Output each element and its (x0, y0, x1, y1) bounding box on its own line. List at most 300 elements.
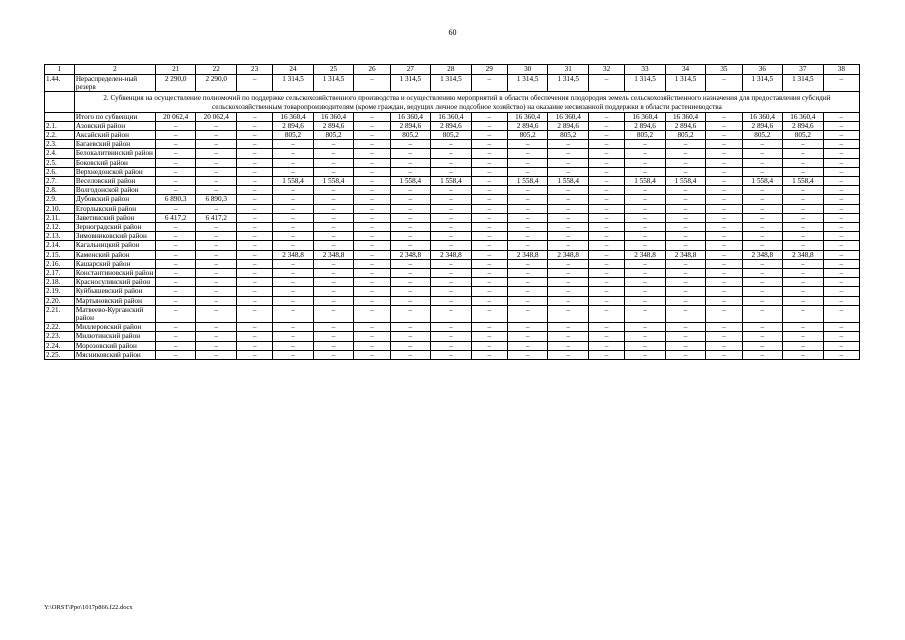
value-cell: – (706, 167, 742, 176)
value-cell: – (706, 241, 742, 250)
district-name: Нераспределен-ный резерв (74, 75, 155, 92)
value-cell: – (706, 332, 742, 341)
value-cell: – (236, 149, 272, 158)
value-cell: – (588, 305, 624, 322)
value-cell: 805,2 (742, 131, 783, 140)
value-cell: – (390, 195, 431, 204)
value-cell: – (471, 241, 507, 250)
district-name: Милютинский район (74, 332, 155, 341)
value-cell: – (431, 269, 472, 278)
value-cell: – (471, 278, 507, 287)
value-cell: – (665, 259, 706, 268)
value-cell: 805,2 (431, 131, 472, 140)
value-cell: – (783, 341, 824, 350)
table-row (45, 121, 860, 130)
district-name: Итого по субвенции (74, 112, 155, 121)
value-cell: – (823, 332, 859, 341)
value-cell: – (507, 332, 548, 341)
value-cell: – (354, 204, 390, 213)
value-cell: – (706, 223, 742, 232)
value-cell: – (196, 250, 237, 259)
value-cell: – (236, 177, 272, 186)
value-cell: – (588, 112, 624, 121)
value-cell: – (507, 259, 548, 268)
value-cell: – (625, 167, 666, 176)
value-cell: – (823, 232, 859, 241)
value-cell: – (588, 131, 624, 140)
value-cell: – (431, 241, 472, 250)
value-cell: – (823, 75, 859, 92)
value-cell: – (742, 259, 783, 268)
value-cell: – (706, 177, 742, 186)
row-number: 2.9. (45, 195, 75, 204)
value-cell: – (665, 278, 706, 287)
value-cell: – (313, 195, 354, 204)
value-cell: – (236, 158, 272, 167)
value-cell: 2 894,6 (390, 121, 431, 130)
value-cell: – (706, 296, 742, 305)
value-cell: – (236, 131, 272, 140)
column-number: 27 (390, 65, 431, 75)
value-cell: – (273, 223, 314, 232)
district-name: Миллеровский район (74, 323, 155, 332)
value-cell: 1 314,5 (507, 75, 548, 92)
value-cell: – (548, 287, 589, 296)
row-number: 2.10. (45, 204, 75, 213)
district-name: Верхнедонской район (74, 167, 155, 176)
value-cell: – (471, 332, 507, 341)
value-cell: – (313, 223, 354, 232)
column-number: 36 (742, 65, 783, 75)
value-cell: – (273, 195, 314, 204)
row-number: 2.4. (45, 149, 75, 158)
value-cell: – (823, 278, 859, 287)
value-cell: – (471, 204, 507, 213)
value-cell: – (354, 121, 390, 130)
value-cell: 2 348,8 (742, 250, 783, 259)
table-row (45, 259, 860, 268)
value-cell: – (783, 167, 824, 176)
value-cell: – (236, 195, 272, 204)
value-cell: – (354, 140, 390, 149)
value-cell: – (196, 269, 237, 278)
value-cell: – (548, 158, 589, 167)
value-cell: 20 062,4 (196, 112, 237, 121)
value-cell: – (823, 241, 859, 250)
column-number: 26 (354, 65, 390, 75)
value-cell: – (507, 305, 548, 322)
row-number: 1.44. (45, 75, 75, 92)
value-cell: – (431, 167, 472, 176)
value-cell: – (706, 232, 742, 241)
row-number: 2.5. (45, 158, 75, 167)
value-cell: – (742, 158, 783, 167)
value-cell: – (431, 341, 472, 350)
table-row (45, 269, 860, 278)
value-cell: – (273, 140, 314, 149)
value-cell: – (390, 158, 431, 167)
value-cell: – (548, 241, 589, 250)
value-cell: – (823, 140, 859, 149)
column-number: 25 (313, 65, 354, 75)
value-cell: – (783, 259, 824, 268)
value-cell: – (471, 195, 507, 204)
district-name: Боковский район (74, 158, 155, 167)
value-cell: – (155, 241, 196, 250)
row-number: 2.3. (45, 140, 75, 149)
value-cell: – (431, 149, 472, 158)
district-name: Белокалитвинский район (74, 149, 155, 158)
value-cell: – (236, 287, 272, 296)
value-cell: – (313, 341, 354, 350)
value-cell: – (507, 204, 548, 213)
value-cell: – (742, 186, 783, 195)
value-cell: – (354, 112, 390, 121)
value-cell: – (665, 204, 706, 213)
value-cell: 2 348,8 (625, 250, 666, 259)
value-cell: 2 348,8 (507, 250, 548, 259)
value-cell: – (236, 213, 272, 222)
table-row (45, 296, 860, 305)
value-cell: – (548, 332, 589, 341)
value-cell: – (471, 186, 507, 195)
row-number: 2.13. (45, 232, 75, 241)
value-cell: – (783, 241, 824, 250)
value-cell: – (354, 287, 390, 296)
district-name: Красносулинский район (74, 278, 155, 287)
value-cell: – (548, 259, 589, 268)
value-cell: – (706, 305, 742, 322)
district-name: Матвеево-Курганский район (74, 305, 155, 322)
value-cell: – (783, 269, 824, 278)
value-cell: – (196, 167, 237, 176)
value-cell: – (742, 332, 783, 341)
value-cell: – (588, 341, 624, 350)
value-cell: 16 360,4 (665, 112, 706, 121)
value-cell: – (823, 195, 859, 204)
value-cell: – (313, 232, 354, 241)
value-cell: – (625, 186, 666, 195)
value-cell: 805,2 (273, 131, 314, 140)
value-cell: 2 894,6 (548, 121, 589, 130)
row-number: 2.1. (45, 121, 75, 130)
value-cell: – (823, 158, 859, 167)
value-cell: – (783, 186, 824, 195)
value-cell: – (742, 195, 783, 204)
value-cell: – (823, 177, 859, 186)
value-cell: – (706, 341, 742, 350)
value-cell: – (783, 232, 824, 241)
value-cell: – (625, 341, 666, 350)
value-cell: – (196, 223, 237, 232)
value-cell: 16 360,4 (548, 112, 589, 121)
value-cell: – (507, 140, 548, 149)
value-cell: – (390, 223, 431, 232)
value-cell: – (823, 296, 859, 305)
value-cell: – (625, 232, 666, 241)
row-number: 2.18. (45, 278, 75, 287)
value-cell: – (236, 259, 272, 268)
value-cell: – (706, 75, 742, 92)
value-cell: 805,2 (625, 131, 666, 140)
value-cell: – (354, 177, 390, 186)
column-number-row (45, 65, 860, 75)
value-cell: – (431, 278, 472, 287)
value-cell: – (742, 323, 783, 332)
value-cell: – (236, 250, 272, 259)
value-cell: – (548, 213, 589, 222)
value-cell: – (625, 259, 666, 268)
value-cell: – (706, 195, 742, 204)
value-cell: – (471, 121, 507, 130)
value-cell: – (548, 305, 589, 322)
value-cell: – (625, 149, 666, 158)
value-cell: – (390, 213, 431, 222)
value-cell: 16 360,4 (273, 112, 314, 121)
value-cell: – (236, 241, 272, 250)
value-cell: – (196, 140, 237, 149)
value-cell: – (196, 323, 237, 332)
value-cell: – (155, 350, 196, 359)
value-cell: 805,2 (548, 131, 589, 140)
value-cell: – (354, 259, 390, 268)
row-number: 2.24. (45, 341, 75, 350)
value-cell: – (507, 213, 548, 222)
value-cell: 6 890,3 (155, 195, 196, 204)
value-cell: – (196, 177, 237, 186)
value-cell: 16 360,4 (313, 112, 354, 121)
table-row (45, 223, 860, 232)
value-cell: – (588, 186, 624, 195)
value-cell: 6 890,3 (196, 195, 237, 204)
value-cell: – (548, 223, 589, 232)
value-cell: – (390, 341, 431, 350)
value-cell: – (196, 296, 237, 305)
value-cell: – (823, 223, 859, 232)
table-row (45, 241, 860, 250)
value-cell: 805,2 (507, 131, 548, 140)
value-cell: – (783, 149, 824, 158)
value-cell: – (823, 204, 859, 213)
value-cell: – (471, 149, 507, 158)
value-cell: – (625, 278, 666, 287)
row-number: 2.7. (45, 177, 75, 186)
page-number: 60 (448, 28, 457, 37)
value-cell: – (196, 287, 237, 296)
value-cell: – (471, 341, 507, 350)
value-cell: – (507, 269, 548, 278)
value-cell: – (155, 121, 196, 130)
value-cell: – (665, 269, 706, 278)
value-cell: – (196, 121, 237, 130)
value-cell: – (742, 278, 783, 287)
row-number: 2.2. (45, 131, 75, 140)
row-number: 2.20. (45, 296, 75, 305)
district-name: Куйбышевский район (74, 287, 155, 296)
value-cell: – (313, 269, 354, 278)
value-cell: – (548, 195, 589, 204)
value-cell: – (706, 186, 742, 195)
column-number: 37 (783, 65, 824, 75)
value-cell: – (823, 305, 859, 322)
value-cell: – (742, 287, 783, 296)
value-cell: – (354, 350, 390, 359)
value-cell: 2 348,8 (390, 250, 431, 259)
value-cell: – (354, 323, 390, 332)
value-cell: – (507, 186, 548, 195)
value-cell: – (236, 223, 272, 232)
value-cell: – (625, 241, 666, 250)
value-cell: – (665, 332, 706, 341)
value-cell: – (706, 204, 742, 213)
value-cell: – (548, 186, 589, 195)
district-name: Азовский район (74, 121, 155, 130)
value-cell: – (354, 167, 390, 176)
value-cell: – (273, 149, 314, 158)
district-name: Мясниковский район (74, 350, 155, 359)
value-cell: – (706, 287, 742, 296)
value-cell: – (665, 323, 706, 332)
value-cell: – (390, 232, 431, 241)
table-row (45, 287, 860, 296)
value-cell: – (354, 269, 390, 278)
value-cell: – (390, 305, 431, 322)
value-cell: – (471, 112, 507, 121)
value-cell: 2 348,8 (783, 250, 824, 259)
value-cell: – (313, 158, 354, 167)
value-cell: – (625, 332, 666, 341)
value-cell: – (196, 232, 237, 241)
value-cell: – (783, 350, 824, 359)
district-name: Кагальницкий район (74, 241, 155, 250)
value-cell: – (313, 323, 354, 332)
value-cell: 2 894,6 (625, 121, 666, 130)
value-cell: – (783, 195, 824, 204)
column-number: 28 (431, 65, 472, 75)
value-cell: – (273, 259, 314, 268)
value-cell: – (390, 332, 431, 341)
value-cell: – (354, 332, 390, 341)
value-cell: – (155, 167, 196, 176)
value-cell: – (354, 232, 390, 241)
value-cell: 1 558,4 (625, 177, 666, 186)
value-cell: – (354, 278, 390, 287)
value-cell: – (431, 259, 472, 268)
value-cell: – (742, 223, 783, 232)
value-cell: – (665, 350, 706, 359)
district-name: Веселовский район (74, 177, 155, 186)
value-cell: – (155, 269, 196, 278)
value-cell: – (625, 204, 666, 213)
column-number: 29 (471, 65, 507, 75)
column-number: 21 (155, 65, 196, 75)
value-cell: – (706, 323, 742, 332)
value-cell: – (665, 296, 706, 305)
district-name: Егорлыкский район (74, 204, 155, 213)
value-cell: – (431, 296, 472, 305)
value-cell: 1 314,5 (548, 75, 589, 92)
value-cell: 2 894,6 (783, 121, 824, 130)
value-cell: – (588, 149, 624, 158)
value-cell: – (354, 213, 390, 222)
file-path-footer: Y:\ORST\Ppo\1017p866.f22.docx (44, 604, 133, 611)
value-cell: – (742, 167, 783, 176)
row-number: 2.12. (45, 223, 75, 232)
value-cell: – (155, 149, 196, 158)
value-cell: – (823, 167, 859, 176)
value-cell: 2 348,8 (313, 250, 354, 259)
table-row (45, 131, 860, 140)
value-cell: – (783, 287, 824, 296)
district-name: Зерноградский район (74, 223, 155, 232)
value-cell: – (548, 350, 589, 359)
value-cell: – (625, 213, 666, 222)
column-number: 35 (706, 65, 742, 75)
district-name: Морозовский район (74, 341, 155, 350)
section-title-row (45, 92, 860, 112)
value-cell: – (155, 323, 196, 332)
value-cell: 1 314,5 (625, 75, 666, 92)
value-cell: – (196, 341, 237, 350)
value-cell: – (196, 278, 237, 287)
value-cell: – (273, 305, 314, 322)
value-cell: – (236, 278, 272, 287)
value-cell: 2 290,0 (155, 75, 196, 92)
district-name: Мартыновский район (74, 296, 155, 305)
value-cell: 1 558,4 (507, 177, 548, 186)
table-row (45, 112, 860, 121)
row-number: 2.16. (45, 259, 75, 268)
value-cell: – (236, 305, 272, 322)
row-number: 2.15. (45, 250, 75, 259)
value-cell: – (155, 278, 196, 287)
value-cell: – (625, 296, 666, 305)
value-cell: 1 558,4 (273, 177, 314, 186)
row-number: 2.25. (45, 350, 75, 359)
value-cell: – (313, 186, 354, 195)
value-cell: – (471, 296, 507, 305)
value-cell: – (742, 140, 783, 149)
row-number: 2.14. (45, 241, 75, 250)
row-number: 2.21. (45, 305, 75, 322)
column-number: 32 (588, 65, 624, 75)
value-cell: – (783, 332, 824, 341)
value-cell: – (588, 75, 624, 92)
value-cell: – (431, 186, 472, 195)
value-cell: – (706, 131, 742, 140)
value-cell: – (155, 177, 196, 186)
value-cell: – (742, 269, 783, 278)
value-cell: 1 558,4 (390, 177, 431, 186)
value-cell: – (471, 250, 507, 259)
value-cell: 1 314,5 (665, 75, 706, 92)
row-number: 2.11. (45, 213, 75, 222)
value-cell: – (471, 350, 507, 359)
subvention-table (44, 64, 860, 360)
value-cell: 1 314,5 (783, 75, 824, 92)
row-number: 2.22. (45, 323, 75, 332)
table-row (45, 177, 860, 186)
value-cell: – (588, 269, 624, 278)
value-cell: – (313, 278, 354, 287)
value-cell: – (313, 287, 354, 296)
table-row (45, 332, 860, 341)
value-cell: – (471, 259, 507, 268)
table-row (45, 158, 860, 167)
value-cell: 16 360,4 (390, 112, 431, 121)
district-name: Волгодонской район (74, 186, 155, 195)
value-cell: – (588, 278, 624, 287)
